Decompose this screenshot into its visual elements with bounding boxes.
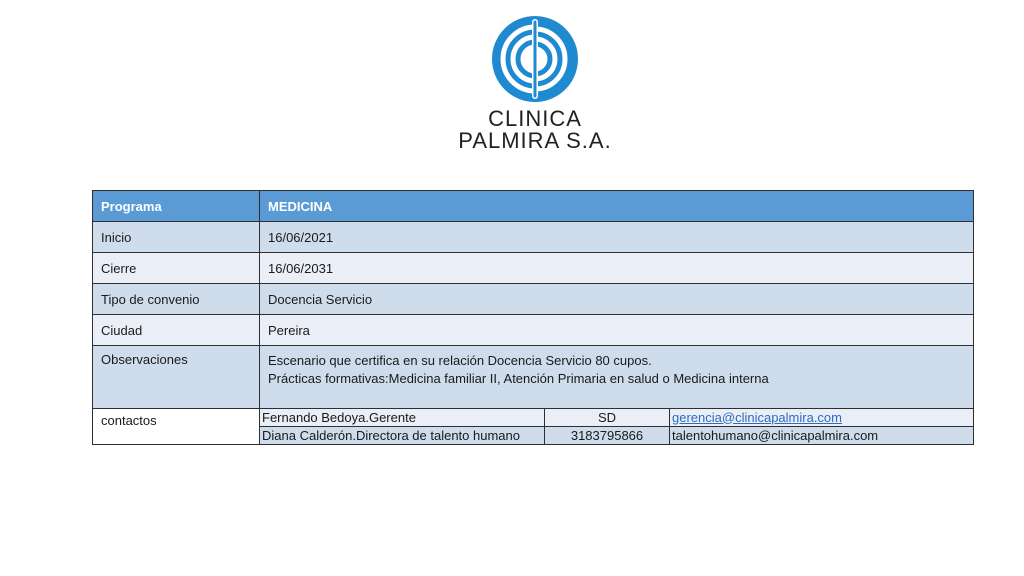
contacts-label: contactos: [93, 409, 260, 445]
contact-email-cell: [670, 409, 974, 427]
program-value: MEDICINA: [260, 191, 974, 222]
observations-line2: Prácticas formativas:Medicina familiar II, Atención Primaria en salud o Medicina interna: [268, 371, 769, 386]
observations-line1: Escenario que certifica en su relación Docencia Servicio 80 cupos.: [268, 353, 652, 368]
agreement-type-value: Docencia Servicio: [260, 284, 974, 315]
logo-text-line2: PALMIRA S.A.: [458, 128, 612, 153]
contact-row: [260, 409, 973, 427]
contacts-table: [260, 409, 973, 444]
clinica-palmira-emblem-icon: [490, 14, 580, 104]
contact-email: talentohumano@clinicapalmira.com: [670, 427, 974, 445]
contact-row: [260, 427, 973, 445]
program-info-table: [92, 190, 974, 445]
start-value: 16/06/2021: [260, 222, 974, 253]
contact-email-link[interactable]: gerencia@clinicapalmira.com: [672, 409, 842, 425]
table-header-row: [93, 191, 974, 222]
observations-value: [260, 346, 974, 409]
contact-phone: 3183795866: [545, 427, 670, 445]
observations-label: Observaciones: [93, 346, 260, 409]
city-label: Ciudad: [93, 315, 260, 346]
agreement-type-label: Tipo de convenio: [93, 284, 260, 315]
start-label: Inicio: [93, 222, 260, 253]
contact-phone: SD: [545, 409, 670, 427]
city-value: Pereira: [260, 315, 974, 346]
table-row: [93, 346, 974, 409]
table-row: [93, 222, 974, 253]
clinica-palmira-logo: [440, 14, 630, 154]
logo-text-line1: CLINICA: [488, 106, 582, 131]
contacts-row: [93, 409, 974, 445]
table-row: [93, 284, 974, 315]
program-label: Programa: [93, 191, 260, 222]
contact-name: Diana Calderón.Directora de talento humano: [260, 427, 545, 445]
table-row: [93, 315, 974, 346]
contact-name: Fernando Bedoya.Gerente: [260, 409, 545, 427]
table-row: [93, 253, 974, 284]
contacts-cell: [260, 409, 974, 445]
end-value: 16/06/2031: [260, 253, 974, 284]
end-label: Cierre: [93, 253, 260, 284]
